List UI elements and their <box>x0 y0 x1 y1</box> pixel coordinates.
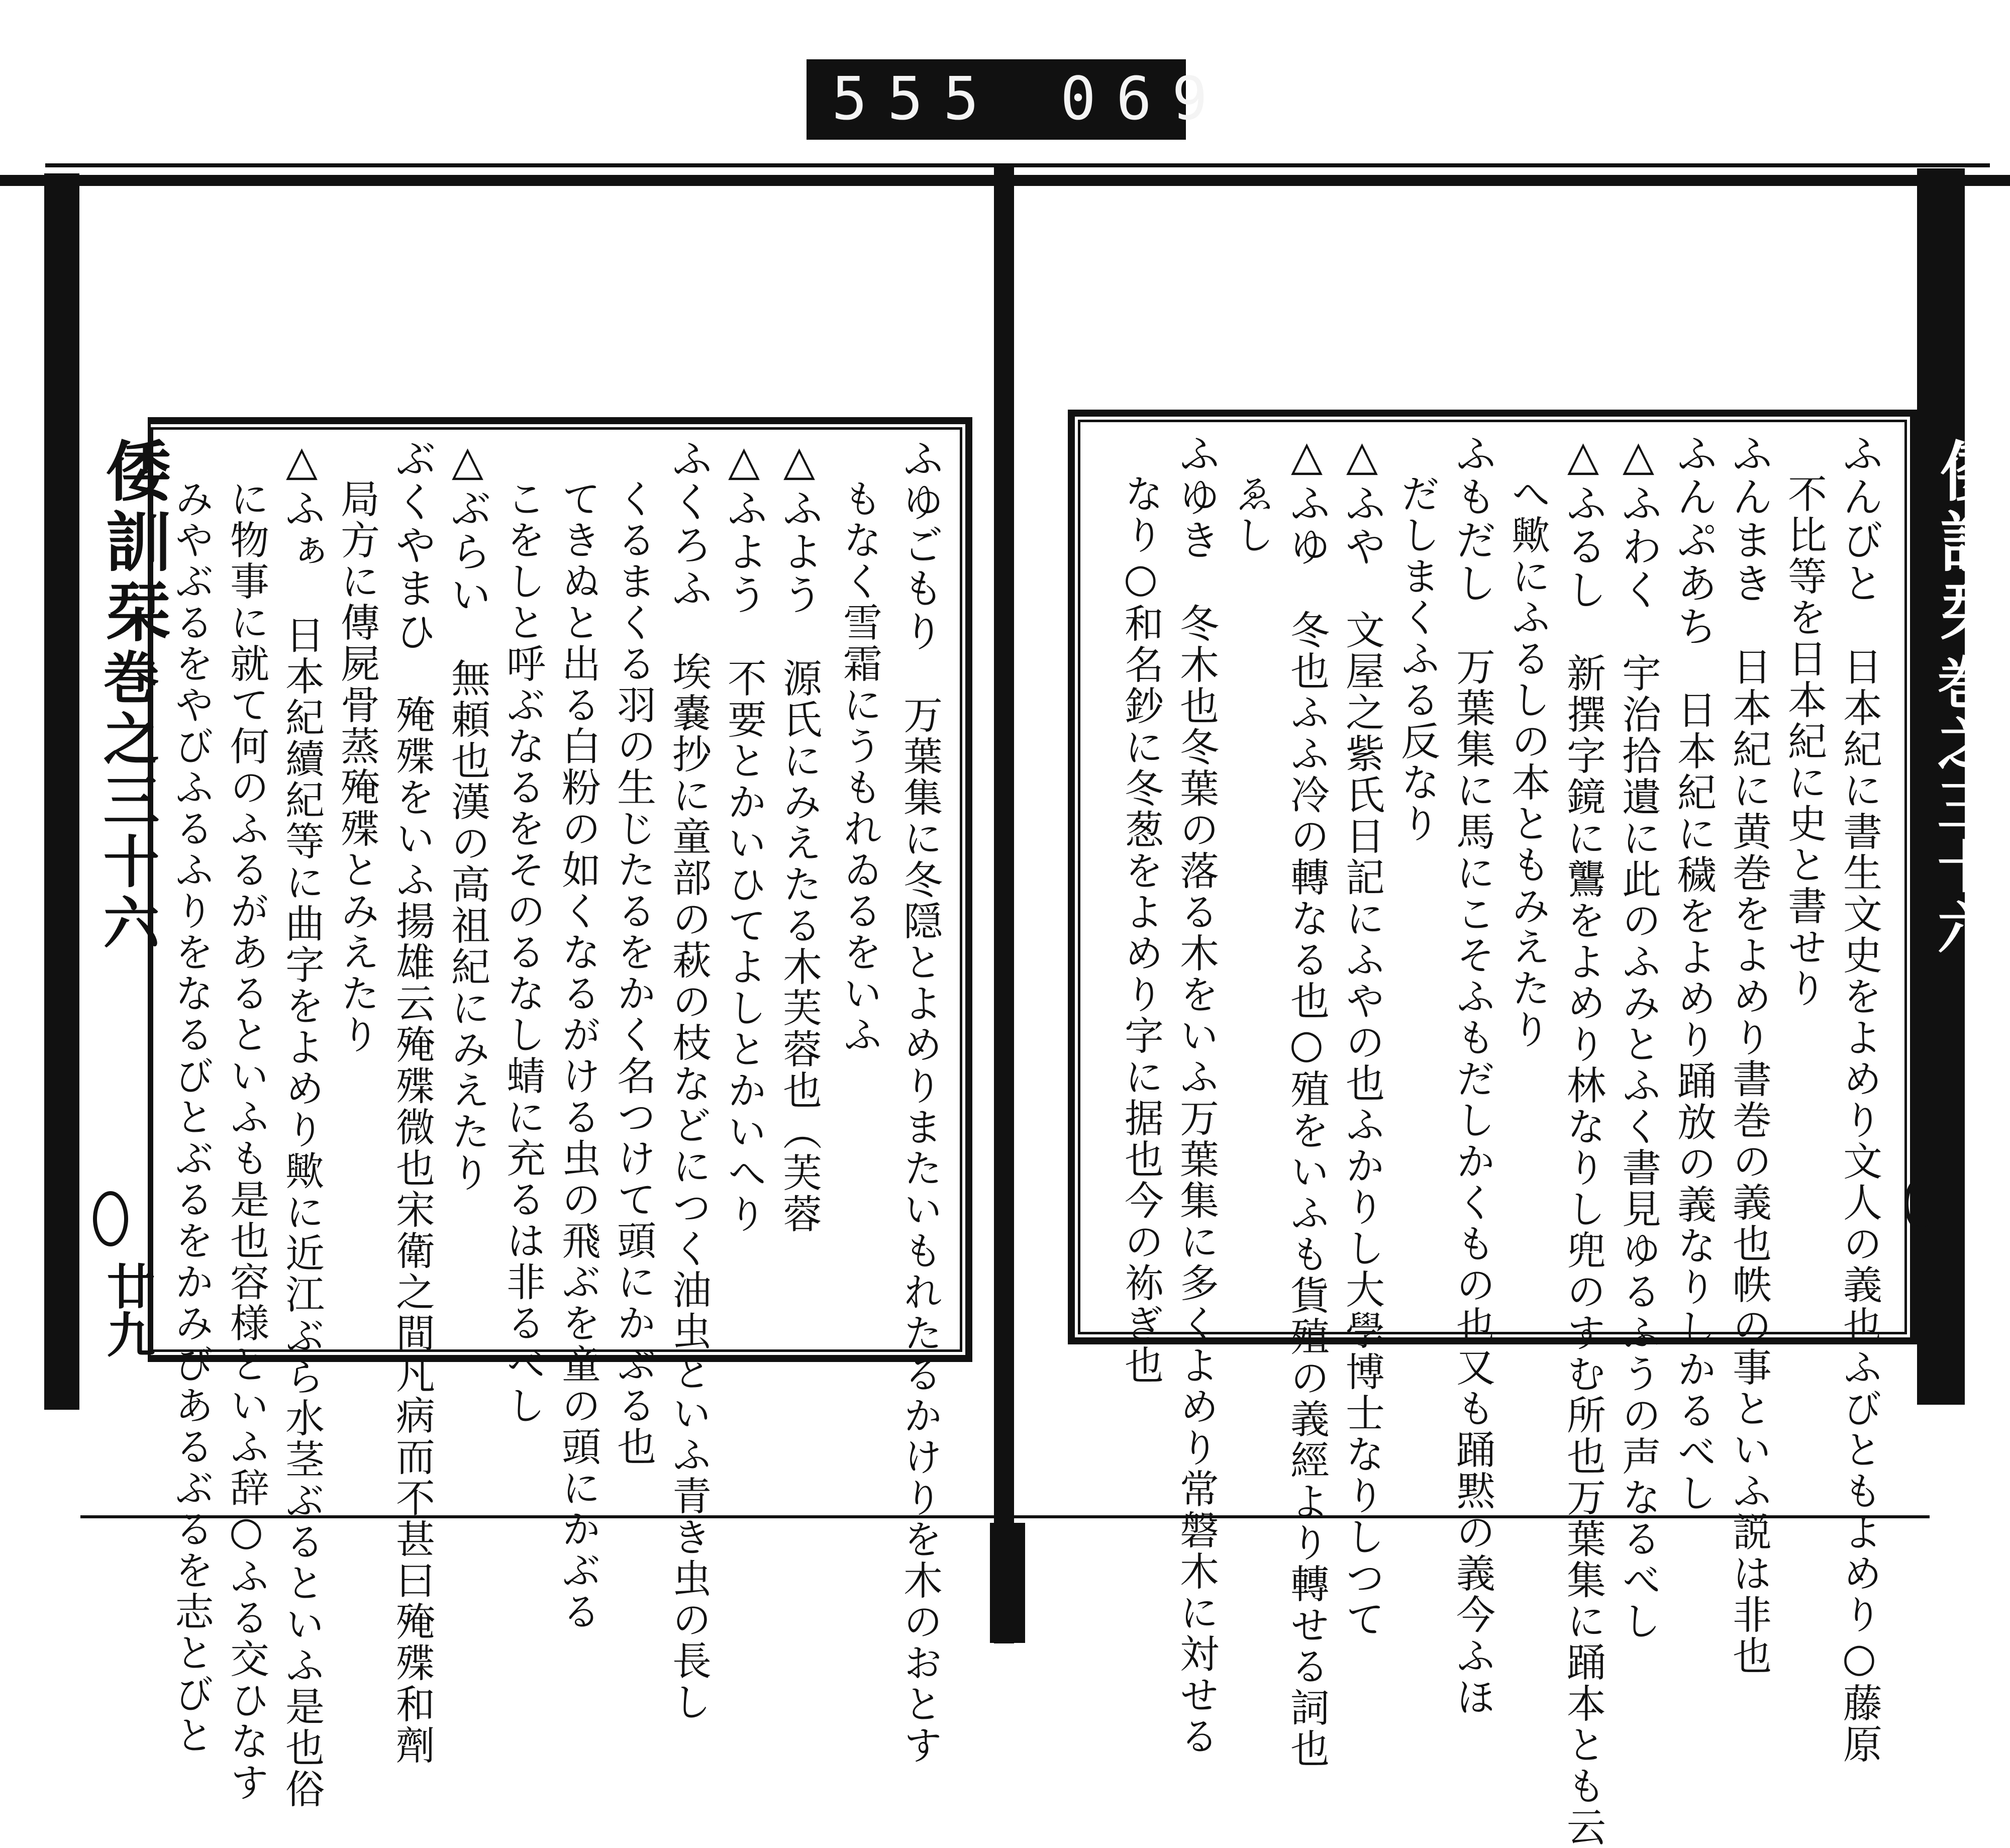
right-col-14: なり○和名鈔に冬葱をよめり字に据也今の袮ぎ也 <box>1118 473 1163 1386</box>
right-col-11: △ふゆ 冬也ふふ冷の轉なる也○殖をいふも貨殖の義經より轉せる詞也 <box>1283 432 1331 1770</box>
left-col-7: てきぬと出る白粉の如くなるがける虫の飛ぶを童の頭にかぶる <box>555 478 600 1632</box>
left-cover-edge <box>44 173 79 1410</box>
left-margin-title: 倭訓栞 <box>95 437 172 648</box>
left-col-13: に物事に就て何のふるがあるといふも是也容様といふ辞○ふる交ひなす <box>224 478 269 1803</box>
right-col-1: ふんびと 日本紀に書生文史をよめり文人の義也ふびともよめり○藤原 <box>1836 432 1883 1765</box>
left-col-3: △ふよう 源氏にみえたる木芙蓉也（芙蓉 <box>775 437 823 1235</box>
right-col-3: ふんまき 日本紀に黄巻をよめり書巻の義也帙の事といふ説は非也 <box>1725 432 1773 1677</box>
film-reel-label <box>807 59 1228 140</box>
book-gutter <box>994 166 1014 1643</box>
right-margin-mark <box>1904 1176 1940 1231</box>
left-leaf-number: 廿九 <box>99 1261 156 1358</box>
left-col-6: くるまくる羽の生じたるをかく名つけて頭にかぶる也 <box>611 478 656 1468</box>
left-col-11: 局方に傳屍骨蒸殗殜とみえたり <box>334 478 379 1055</box>
right-col-12: ゑし <box>1229 473 1274 556</box>
right-col-4: ふんぷあち 日本紀に穢をよめり踊放の義なりしかるべし <box>1670 432 1718 1514</box>
left-col-2: もなく雪霜にうもれゐるをいふ <box>837 478 882 1055</box>
right-col-13: ふゆき 冬木也冬葉の落る木をいふ万葉集に多くよめり常磐木に対せる <box>1172 432 1220 1757</box>
book-top-edge-inner <box>45 163 1990 167</box>
left-col-1: ふゆごもり 万葉集に冬隠とよめりまたいもれたるかけりを木のおとす <box>896 437 944 1766</box>
gutter-bottom <box>990 1523 1025 1643</box>
left-col-4: △ふよう 不要とかいひてよしとかいへり <box>720 437 768 1235</box>
film-label-right-number: 069 <box>1060 64 1228 133</box>
right-col-2: 不比等を日本紀に史と書せり <box>1781 473 1827 1009</box>
right-col-5: △ふわく 宇治拾遺に此のふみとふく書見ゆるふうの声なるべし <box>1615 432 1662 1642</box>
left-col-5: ふくろふ 埃嚢抄に童部の萩の枝などにつく油虫といふ青き虫の長し <box>665 437 713 1723</box>
right-col-9: だしまくふる反なり <box>1394 473 1440 844</box>
right-col-6: △ふるし 新撰字鏡に鸗をよめり林なりし兜のすむ所也万葉集に踊本とも云 <box>1559 432 1607 1848</box>
left-col-9: △ぶらい 無頼也漢の高祖紀にみえたり <box>444 437 491 1194</box>
right-margin-title: 倭訓栞 <box>1929 437 2006 648</box>
right-col-10: △ふや 文屋之紫氏日記にふやの也ふかりし大學博士なりしつて <box>1338 432 1386 1640</box>
left-col-12: △ふぁ 日本紀續紀等に曲字をよめり歟に近江ぶら水茎ぶるといふ是也俗 <box>278 437 326 1810</box>
right-col-7: へ歟にふるしの本ともみえたり <box>1505 473 1550 1050</box>
right-margin-volume: 巻之三十六 <box>1928 653 1994 960</box>
left-margin-volume: 巻之三十六 <box>94 648 160 955</box>
film-label-left-number: 555 <box>832 64 999 133</box>
left-margin-mark <box>93 1191 128 1246</box>
left-col-10: ぶくやまひ 殗殜をいふ揚雄云殗殜微也宋衛之間凡病而不甚曰殗殜和劑 <box>388 437 436 1766</box>
left-col-8: こをしと呼ぶなるをそのるなし蜻に充るは非るべし <box>500 478 545 1426</box>
right-col-8: ふもだし 万葉集に馬にこそふもだしかくもの也又も踊黙の義今ふほ <box>1449 432 1496 1718</box>
left-col-14: みやぶるをやびふるふりをなるびとぶるをかみびあるぶるを志とびと <box>168 478 214 1756</box>
